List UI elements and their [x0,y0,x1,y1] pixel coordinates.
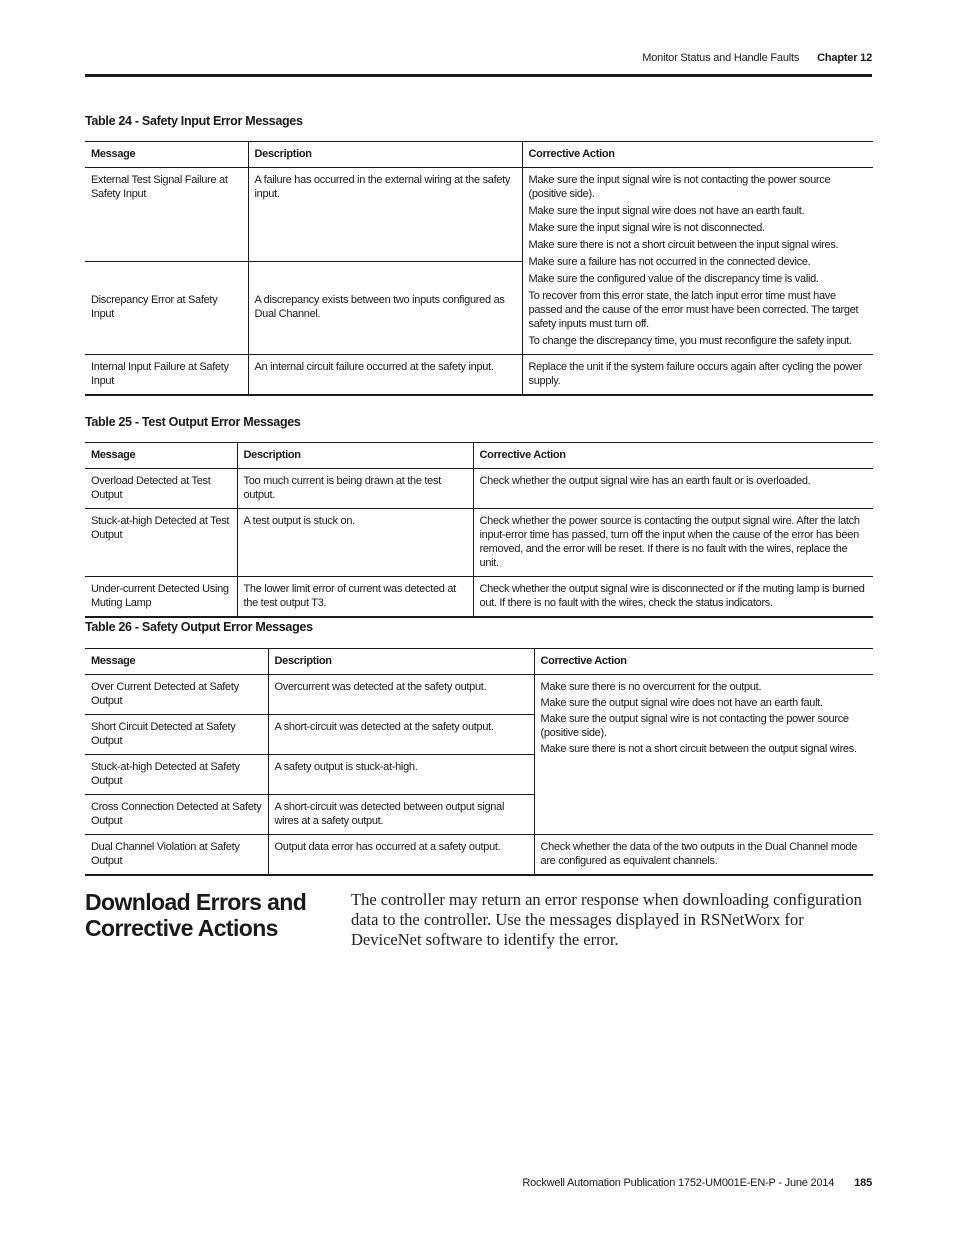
table25 [85,442,873,618]
action-line: Make sure the input signal wire does not have an earth fault. [528,205,805,217]
corrective-action-cell: Check whether the power source is contacting the output signal wire. After the latch input-error time has passed, turn off the input when the cause of the error has been removed, and the error will be reset. If there is no fault with the wires, replace the unit. [473,509,873,577]
table-row [85,168,873,262]
message-cell: External Test Signal Failure at Safety Input [85,168,248,262]
column-header: Description [237,443,473,469]
table-row [85,675,873,715]
description-cell: A test output is stuck on. [237,509,473,577]
table26-header-row [85,649,873,675]
message-cell: Stuck-at-high Detected at Test Output [85,509,237,577]
table26 [85,648,873,876]
table25-header-row [85,443,873,469]
action-line: Make sure there is not a short circuit between the output signal wires. [540,743,857,755]
column-header: Corrective Action [522,142,873,168]
corrective-action-cell: Check whether the data of the two outputs in the Dual Channel mode are configured as equivalent channels. [534,835,873,876]
section-heading: Download Errors and Corrective Actions [85,889,307,941]
action-line: Make sure the output signal wire is not contacting the power source (positive side). [540,713,849,739]
corrective-action-cell: Check whether the output signal wire has an earth fault or is overloaded. [473,469,873,509]
description-cell: A discrepancy exists between two inputs configured as Dual Channel. [248,261,522,355]
message-cell: Overload Detected at Test Output [85,469,237,509]
corrective-action-cell [522,168,873,355]
table-row [85,835,873,876]
corrective-action-cell: Check whether the output signal wire is disconnected or if the muting lamp is burned out. If there is no fault with the wires, check the status indicators. [473,577,873,618]
section-body: The controller may return an error response when downloading configuration data to the controller. Use the messages displayed in RSNetWorx for DeviceNet software to identify the error. [351,890,862,949]
action-line: Make sure there is no overcurrent for the output. [540,681,762,693]
table24-caption: Table 24 - Safety Input Error Messages [85,114,303,128]
table-row [85,469,873,509]
action-line: Make sure the configured value of the discrepancy time is valid. [528,273,819,285]
description-cell: A safety output is stuck-at-high. [268,755,534,795]
column-header: Message [85,142,248,168]
message-cell: Short Circuit Detected at Safety Output [85,715,268,755]
column-header: Description [268,649,534,675]
column-header: Corrective Action [534,649,873,675]
message-cell: Discrepancy Error at Safety Input [85,261,248,355]
action-line: To change the discrepancy time, you must reconfigure the safety input. [528,335,852,347]
description-cell: The lower limit error of current was detected at the test output T3. [237,577,473,618]
header-section: Monitor Status and Handle Faults [642,52,800,64]
table24 [85,141,873,396]
table-row [85,509,873,577]
column-header: Description [248,142,522,168]
corrective-action-cell: Replace the unit if the system failure occurs again after cycling the power supply. [522,355,873,396]
message-cell: Internal Input Failure at Safety Input [85,355,248,396]
message-cell: Over Current Detected at Safety Output [85,675,268,715]
description-cell: A short-circuit was detected at the safety output. [268,715,534,755]
message-cell: Dual Channel Violation at Safety Output [85,835,268,876]
action-line: Make sure the input signal wire is not disconnected. [528,222,765,234]
description-cell: A failure has occurred in the external wiring at the safety input. [248,168,522,262]
description-cell: An internal circuit failure occurred at the safety input. [248,355,522,396]
corrective-action-cell [534,675,873,835]
header-rule [85,74,872,77]
message-cell: Stuck-at-high Detected at Safety Output [85,755,268,795]
action-line: Make sure there is not a short circuit between the input signal wires. [528,239,839,251]
action-line: Make sure the output signal wire does not have an earth fault. [540,697,823,709]
action-line: Make sure the input signal wire is not contacting the power source (positive side). [528,174,831,200]
column-header: Message [85,649,268,675]
message-cell: Cross Connection Detected at Safety Output [85,795,268,835]
running-header [85,52,872,68]
action-line: Make sure a failure has not occurred in the connected device. [528,256,811,268]
table25-caption: Table 25 - Test Output Error Messages [85,415,301,429]
message-cell: Under-current Detected Using Muting Lamp [85,577,237,618]
page-footer [85,1177,872,1189]
table-row [85,577,873,618]
table24-header-row [85,142,873,168]
table-row [85,355,873,396]
column-header: Message [85,443,237,469]
page-number: 185 [854,1177,872,1189]
description-cell: Overcurrent was detected at the safety output. [268,675,534,715]
column-header: Corrective Action [473,443,873,469]
description-cell: A short-circuit was detected between output signal wires at a safety output. [268,795,534,835]
description-cell: Output data error has occurred at a safety output. [268,835,534,876]
description-cell: Too much current is being drawn at the test output. [237,469,473,509]
footer-publication: Rockwell Automation Publication 1752-UM001E-EN-P - June 2014 [522,1177,835,1189]
table26-caption: Table 26 - Safety Output Error Messages [85,620,313,634]
header-chapter: Chapter 12 [817,52,872,64]
action-line: To recover from this error state, the latch input error time must have passed and the cause of the error must have been corrected. The target safety inputs must turn off. [528,290,859,330]
